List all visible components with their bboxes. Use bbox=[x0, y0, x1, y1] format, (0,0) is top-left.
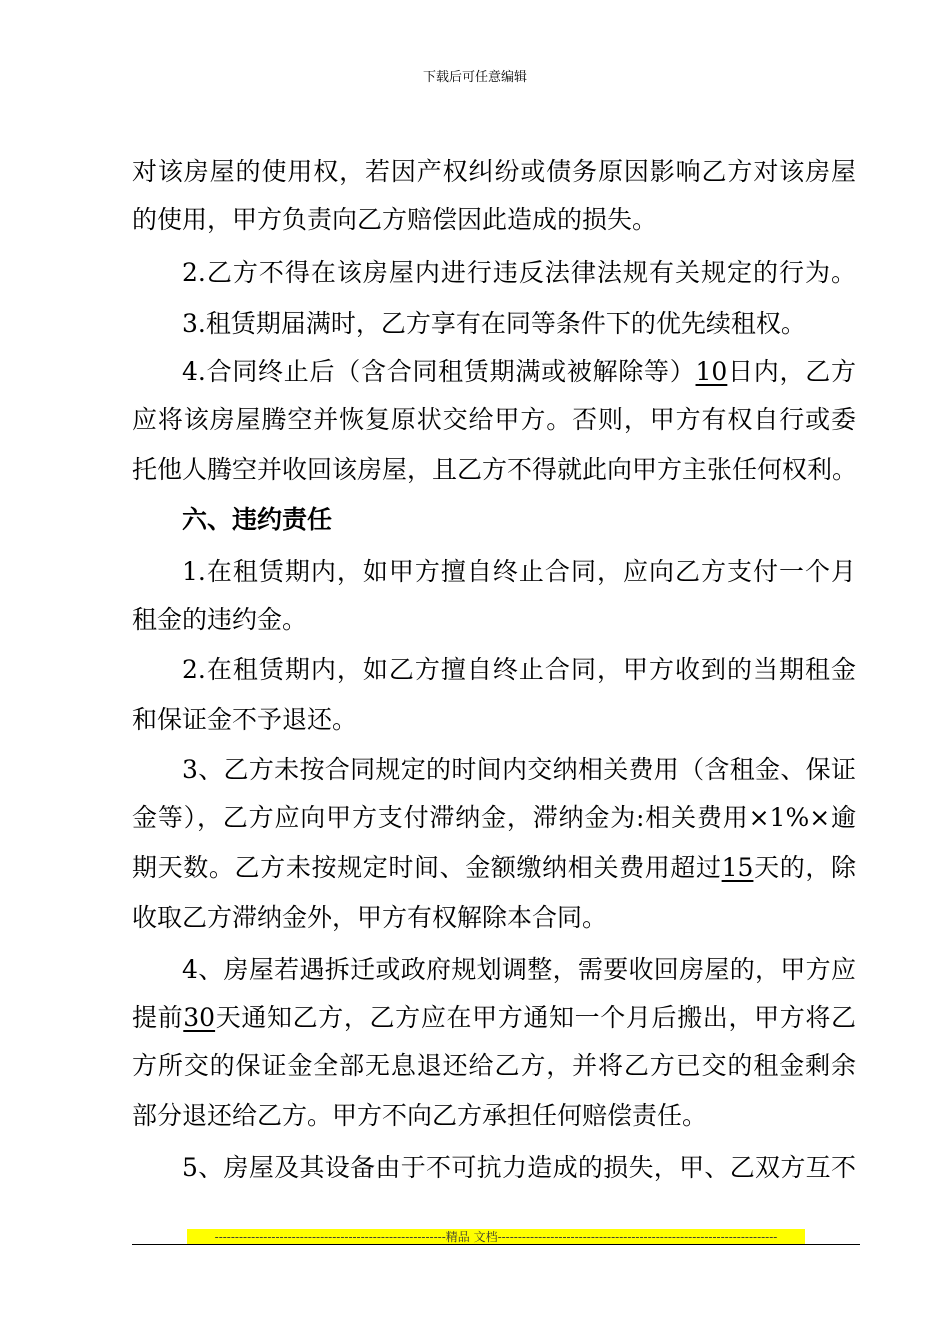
paragraph-line: 金等），乙方应向甲方支付滞纳金，滞纳金为:相关费用×1%×逾 bbox=[132, 803, 856, 832]
paragraph-line: 收取乙方滞纳金外，甲方有权解除本合同。 bbox=[132, 903, 608, 932]
paragraph-line: 的使用，甲方负责向乙方赔偿因此造成的损失。 bbox=[132, 205, 658, 234]
paragraph-line: 租金的违约金。 bbox=[132, 605, 308, 634]
underlined-value: 10 bbox=[695, 357, 728, 386]
paragraph-line bbox=[132, 998, 856, 1038]
clause-text: 天的，除 bbox=[753, 853, 856, 882]
clause-text: 期天数。乙方未按规定时间、金额缴纳相关费用超过 bbox=[132, 853, 722, 882]
paragraph-line: 托他人腾空并收回该房屋，且乙方不得就此向甲方主张任何权利。 bbox=[132, 455, 858, 484]
clause-text: 日内，乙方 bbox=[727, 357, 856, 386]
paragraph-line bbox=[132, 848, 856, 888]
clause-3-line: 3.租赁期届满时，乙方享有在同等条件下的优先续租权。 bbox=[182, 309, 806, 338]
underlined-value: 30 bbox=[183, 1003, 216, 1032]
paragraph-line: 部分退还给乙方。甲方不向乙方承担任何赔偿责任。 bbox=[132, 1101, 708, 1130]
paragraph-line: 和保证金不予退还。 bbox=[132, 705, 358, 734]
clause-2-line: 2.乙方不得在该房屋内进行违反法律法规有关规定的行为。 bbox=[182, 258, 856, 287]
paragraph-line: 对该房屋的使用权，若因产权纠纷或债务原因影响乙方对该房屋 bbox=[132, 157, 856, 186]
clause-4-line bbox=[182, 352, 856, 392]
paragraph-line: 方所交的保证金全部无息退还给乙方，并将乙方已交的租金剩余 bbox=[132, 1051, 856, 1080]
clause-text: 提前 bbox=[132, 1003, 184, 1032]
footer-divider bbox=[132, 1244, 860, 1245]
clause-text: 4.合同终止后（含合同租赁期满或被解除等） bbox=[182, 357, 696, 386]
paragraph-line: 应将该房屋腾空并恢复原状交给甲方。否则，甲方有权自行或委 bbox=[132, 405, 856, 434]
clause-text: 天通知乙方，乙方应在甲方通知一个月后搬出，甲方将乙 bbox=[215, 1003, 856, 1032]
penalty-2-line: 2.在租赁期内，如乙方擅自终止合同，甲方收到的当期租金 bbox=[182, 655, 856, 684]
penalty-3-line: 3、乙方未按合同规定的时间内交纳相关费用（含租金、保证 bbox=[182, 755, 856, 784]
underlined-value: 15 bbox=[721, 853, 754, 882]
penalty-1-line: 1.在租赁期内，如甲方擅自终止合同，应向乙方支付一个月 bbox=[182, 557, 856, 586]
section-heading: 六、违约责任 bbox=[182, 505, 333, 534]
footer-watermark: ---------------------------------------------------------精品 文档--------------------------------------------------------------------- bbox=[187, 1229, 805, 1245]
penalty-5-line: 5、房屋及其设备由于不可抗力造成的损失，甲、乙双方互不 bbox=[182, 1153, 856, 1182]
page-header: 下载后可任意编辑 bbox=[422, 70, 527, 85]
penalty-4-line: 4、房屋若遇拆迁或政府规划调整，需要收回房屋的，甲方应 bbox=[182, 955, 856, 984]
